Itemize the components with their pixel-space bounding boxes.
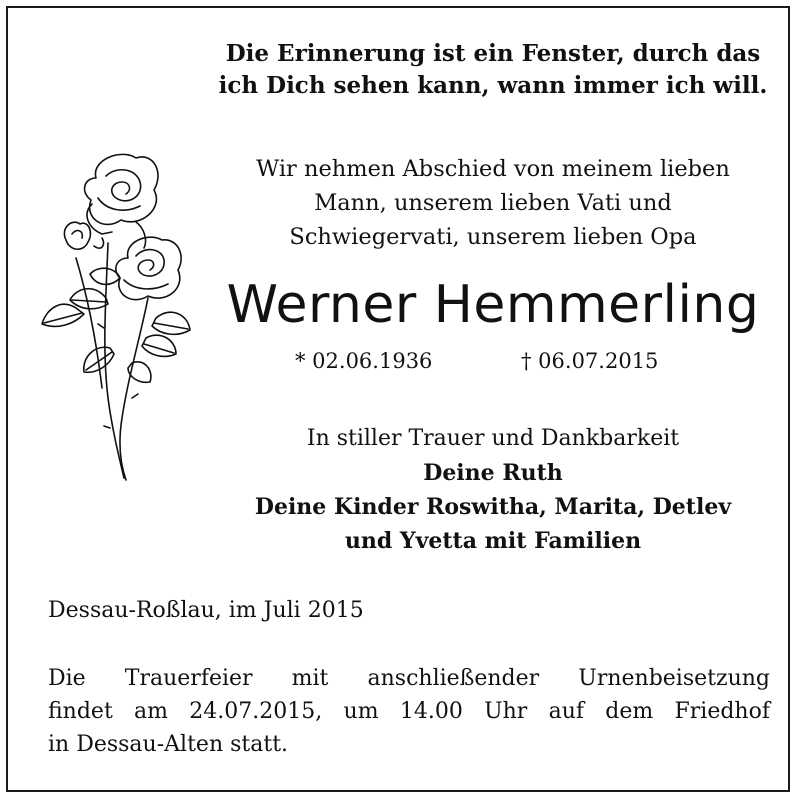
obituary-notice	[6, 6, 790, 792]
funeral-line: Die Trauerfeier mit anschließender Urnenbeisetzung	[48, 666, 770, 691]
verse-line: Die Erinnerung ist ein Fenster, durch das	[225, 40, 761, 67]
deceased-name: Werner Hemmerling	[226, 275, 760, 335]
farewell-intro	[208, 152, 778, 254]
rose-icon	[36, 148, 196, 488]
mourner-line: Deine Kinder Roswitha, Marita, Detlev	[254, 494, 732, 520]
funeral-details	[48, 662, 770, 761]
funeral-line: in Dessau-Alten statt.	[48, 732, 289, 757]
verse-line: ich Dich sehen kann, wann immer ich will.	[218, 72, 768, 99]
mourner-line: Deine Ruth	[423, 460, 563, 486]
memorial-verse	[208, 38, 778, 102]
place-and-date: Dessau-Roßlau, im Juli 2015	[48, 598, 364, 623]
mourners-intro: In stiller Trauer und Dankbarkeit	[306, 426, 680, 451]
death-date: † 06.07.2015	[521, 349, 659, 373]
funeral-line: findet am 24.07.2015, um 14.00 Uhr auf dem Friedhof	[48, 699, 770, 724]
mourner-line: und Yvetta mit Familien	[344, 528, 642, 554]
birth-date: * 02.06.1936	[295, 349, 433, 373]
intro-line: Mann, unserem lieben Vati und	[314, 190, 672, 216]
intro-line: Wir nehmen Abschied von meinem lieben	[256, 156, 730, 182]
intro-line: Schwiegervati, unserem lieben Opa	[289, 224, 697, 250]
mourners-block	[208, 422, 778, 558]
